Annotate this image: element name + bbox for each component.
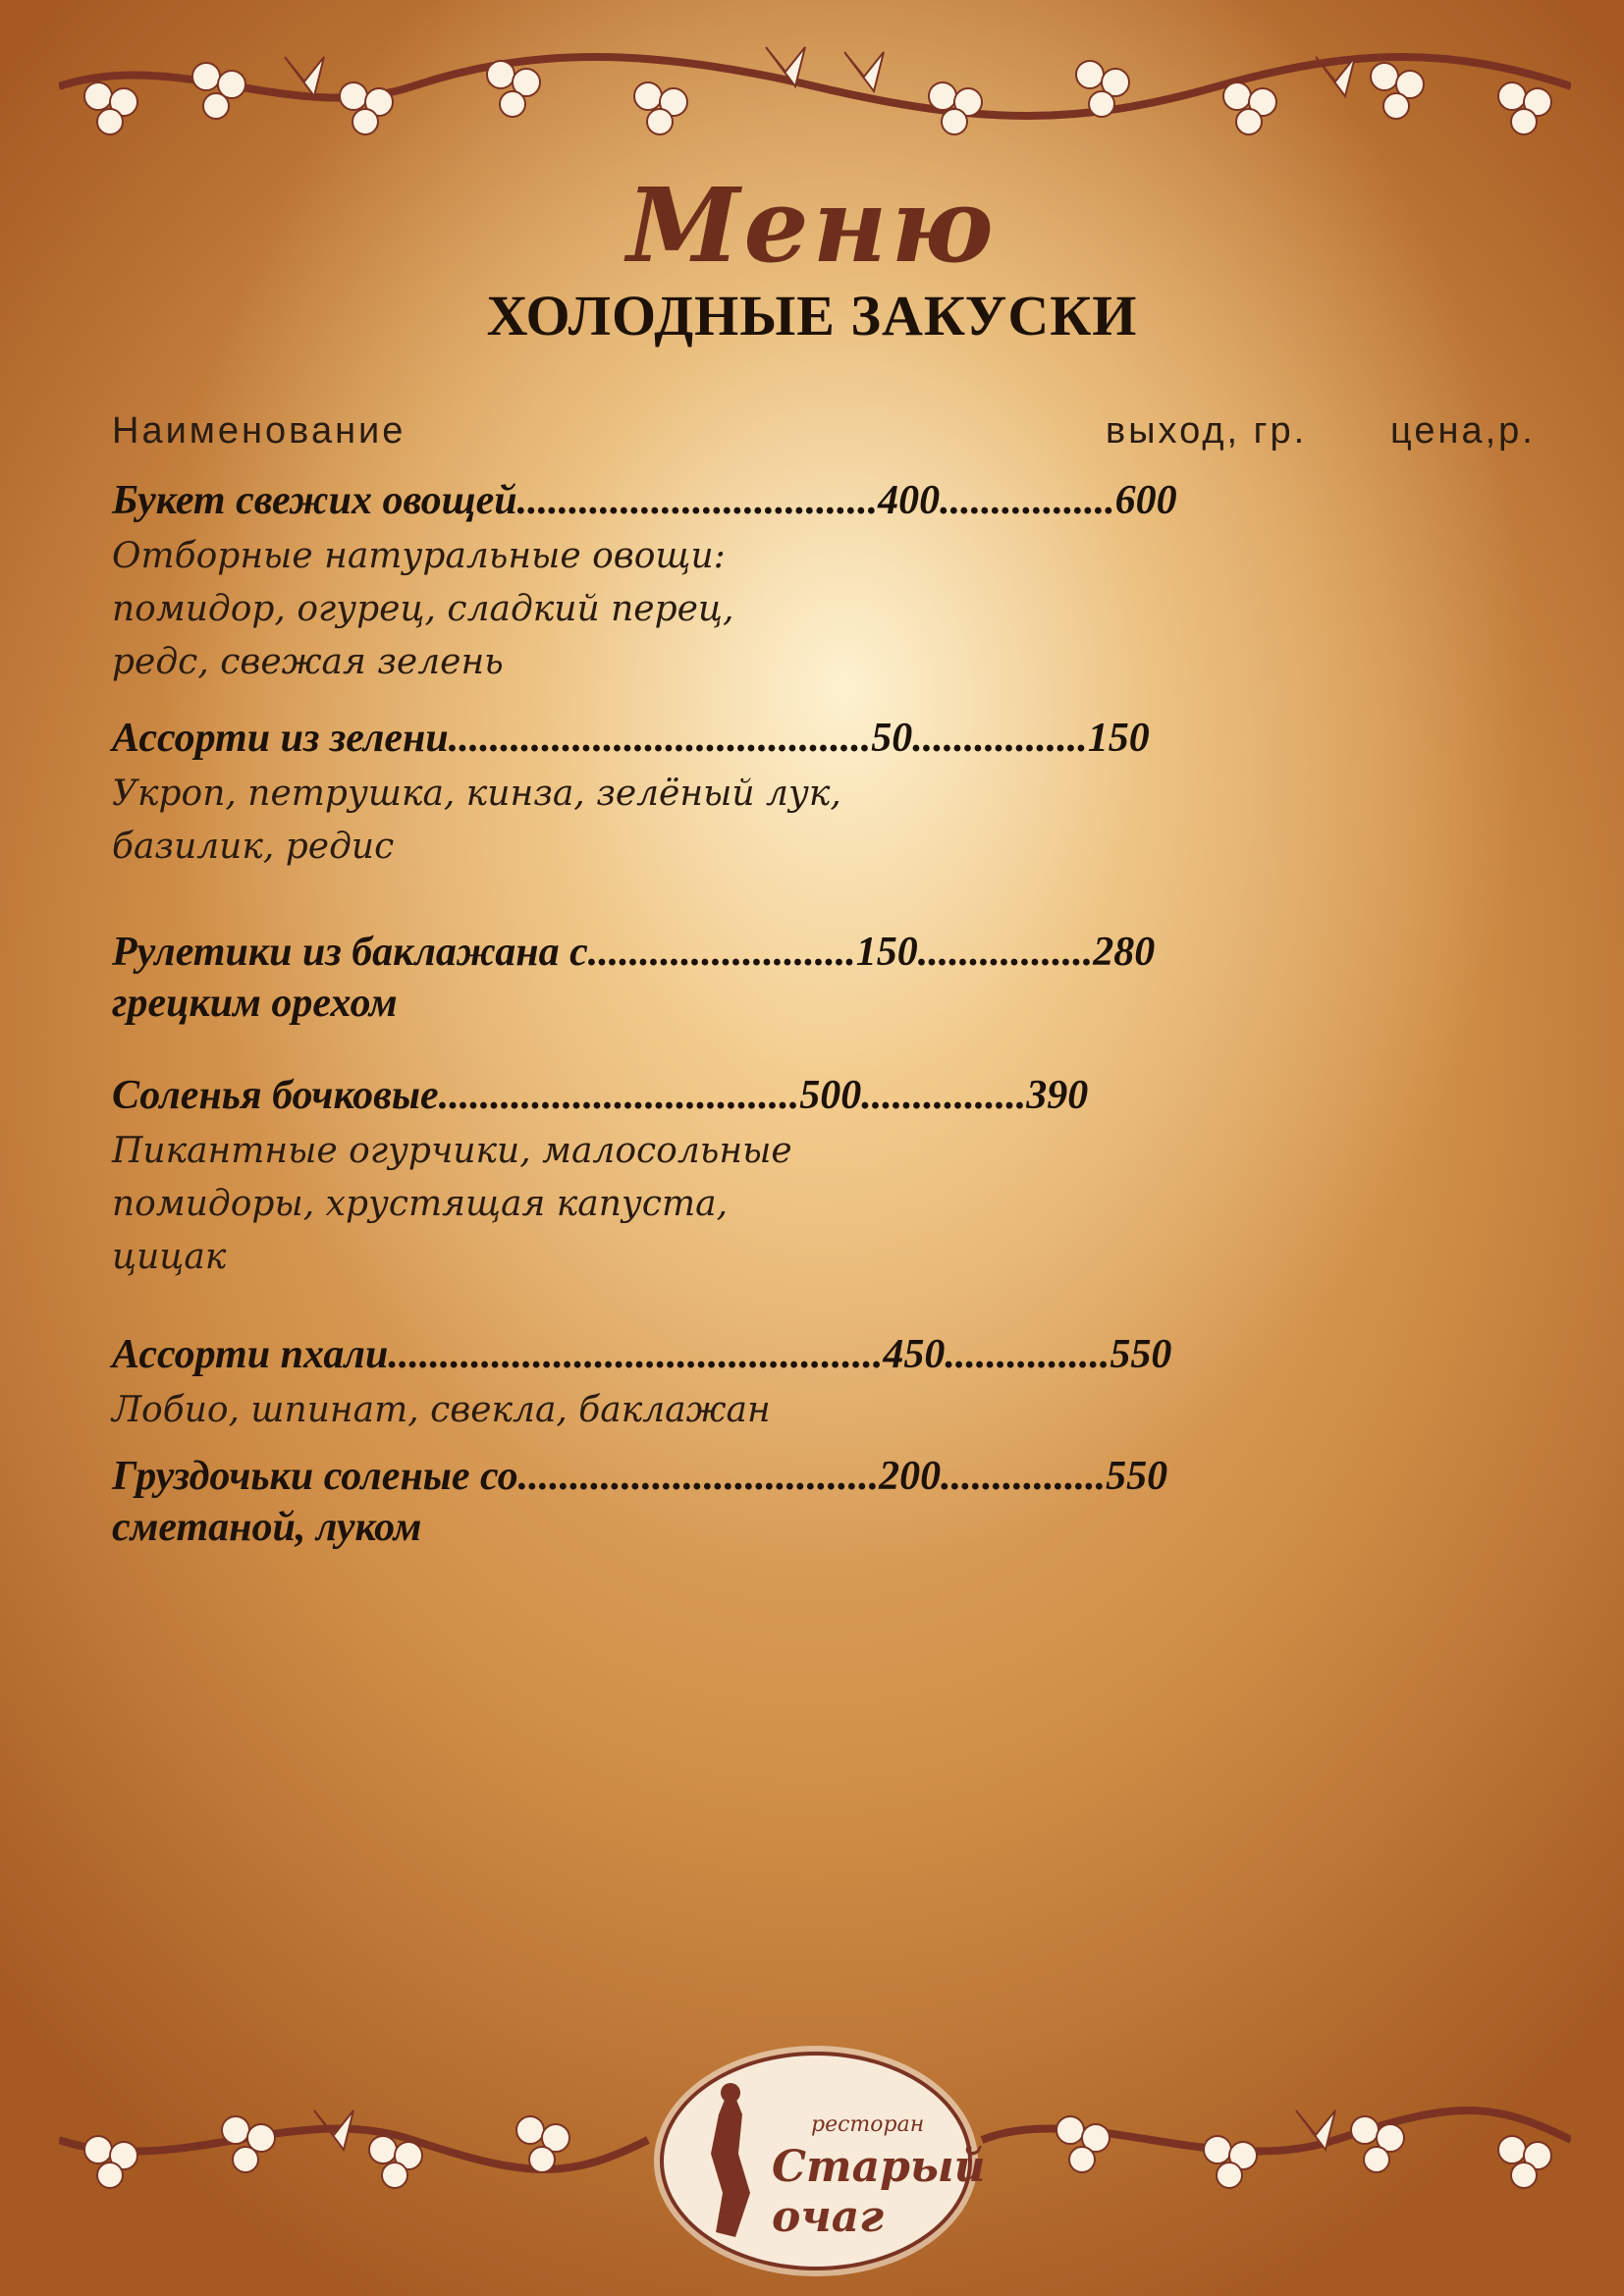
item-leader-dots: ................................... — [516, 478, 879, 523]
menu-item-line — [112, 1070, 1506, 1121]
item-description-line: Укроп, петрушка, кинза, зелёный лук, — [112, 774, 841, 814]
item-description-line: редс, свежая зелень — [112, 642, 504, 682]
item-description-line: базилик, редис — [112, 827, 395, 867]
item-leader-dots: ................ — [941, 1454, 1107, 1499]
logo-caption: ресторан — [811, 2112, 925, 2137]
column-header-name: Наименование — [112, 410, 406, 452]
item-leader-dots: ......................................... — [448, 716, 872, 761]
column-header-price: цена,р. — [1390, 410, 1536, 452]
column-header-weight: выход, гр. — [1106, 410, 1308, 452]
item-description-line: помидоры, хрустящая капуста, — [112, 1184, 729, 1224]
section-title: ХОЛОДНЫЕ ЗАКУСКИ — [486, 284, 1138, 347]
item-name-continuation: сметаной, луком — [112, 1505, 422, 1550]
item-description-line: Лобио, шпинат, свекла, баклажан — [112, 1390, 771, 1430]
item-price: 550 — [1110, 1332, 1172, 1377]
item-leader-dots: ................. — [940, 478, 1115, 523]
item-price: 390 — [1026, 1073, 1089, 1118]
item-leader-dots: ................................... — [438, 1073, 800, 1118]
item-name: Букет свежих овощей — [112, 478, 517, 523]
item-description — [112, 768, 1506, 874]
menu-item-line — [112, 475, 1506, 526]
item-leader-dots: ................ — [945, 1332, 1110, 1377]
grape-vine-ornament-top — [59, 27, 1571, 145]
item-description-line: цицак — [112, 1237, 227, 1277]
item-name: Груздочьки соленые со — [112, 1454, 518, 1499]
menu-item — [112, 1329, 1506, 1437]
item-name: Соленья бочковые — [112, 1073, 439, 1118]
item-name: Рулетики из баклажана с — [112, 930, 588, 975]
item-weight: 50 — [871, 716, 913, 761]
menu-item — [112, 1070, 1506, 1284]
logo-name: Старый очаг — [772, 2142, 986, 2242]
menu-item-line — [112, 927, 1506, 978]
item-description — [112, 1384, 1506, 1437]
restaurant-logo — [660, 2052, 986, 2270]
menu-item-line — [112, 1451, 1506, 1502]
item-leader-dots: ................ — [861, 1073, 1027, 1118]
item-weight: 200 — [879, 1454, 942, 1499]
item-weight: 400 — [878, 478, 941, 523]
menu-item-line — [112, 713, 1506, 764]
menu-item — [112, 927, 1506, 1029]
item-leader-dots: ................. — [917, 930, 1094, 975]
menu-item — [112, 1451, 1506, 1553]
item-leader-dots: .......................... — [587, 930, 856, 975]
item-leader-dots: ................. — [912, 716, 1088, 761]
item-weight: 500 — [799, 1073, 862, 1118]
item-description — [112, 530, 1506, 689]
item-price: 150 — [1087, 716, 1150, 761]
item-weight: 450 — [883, 1332, 946, 1377]
item-price: 600 — [1114, 478, 1177, 523]
item-description-line: Пикантные огурчики, малосольные — [112, 1131, 792, 1171]
menu-title: Меню — [626, 165, 998, 286]
item-name: Ассорти пхали — [112, 1332, 389, 1377]
item-description — [112, 1125, 1506, 1284]
item-name-continuation: грецким орехом — [112, 981, 398, 1026]
menu-item-line — [112, 1329, 1506, 1380]
item-leader-dots: ................................... — [517, 1454, 880, 1499]
menu-item — [112, 475, 1506, 689]
item-description-line: помидор, огурец, сладкий перец, — [112, 589, 734, 629]
hearth-figure-icon — [681, 2075, 780, 2247]
item-price: 280 — [1093, 930, 1156, 975]
item-name: Ассорти из зелени — [112, 716, 449, 761]
item-leader-dots: ................................................ — [388, 1332, 884, 1377]
item-description-line: Отборные натуральные овощи: — [112, 536, 726, 576]
item-price: 550 — [1106, 1454, 1168, 1499]
item-weight: 150 — [855, 930, 918, 975]
menu-item — [112, 713, 1506, 874]
